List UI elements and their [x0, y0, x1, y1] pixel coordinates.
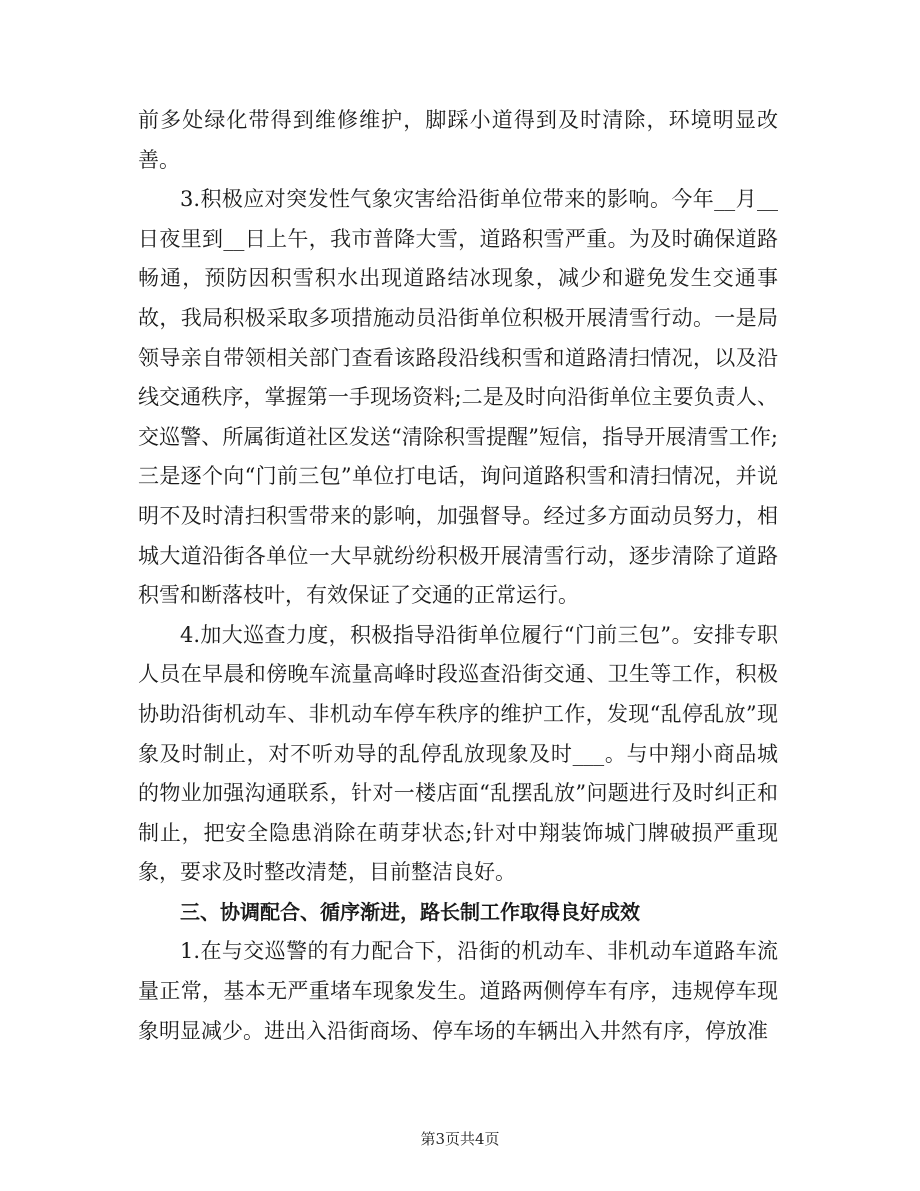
page-number-footer: 第3页共4页: [420, 1130, 500, 1148]
document-body: [138, 101, 778, 1051]
section-heading: 三、协调配合、循序渐进，路长制工作取得良好成效: [180, 899, 640, 924]
paragraph-2: 3.积极应对突发性气象灾害给沿街单位带来的影响。今年__月__日夜里到__日上午，我市普降大雪，道路积雪严重。为及时确保道路畅通，预防因积雪积水出现道路结冰现象，减少和避免发生交通事故，我局积极采取多项措施动员沿街单位积极开展清雪行动。一是局领导亲自带领相关部门查看该路段沿线积雪和道路清扫情况，以及沿线交通秩序，掌握第一手现场资料;二是及时向沿街单位主要负责人、交巡警、所属街道社区发送“清除积雪提醒”短信，指导开展清雪工作;三是逐个向“门前三包”单位打电话，询问道路积雪和清扫情况，并说明不及时清扫积雪带来的影响，加强督导。经过多方面动员努力，相城大道沿街各单位一大早就纷纷积极开展清雪行动，逐步清除了道路积雪和断落枝叶，有效保证了交通的正常运行。: [138, 187, 778, 608]
paragraph-4: 1.在与交巡警的有力配合下，沿街的机动车、非机动车道路车流量正常，基本无严重堵车现象发生。道路两侧停车有序，违规停车现象明显减少。进出入沿街商场、停车场的车辆出入井然有序，停放准: [138, 939, 778, 1043]
paragraph-3: 4.加大巡查力度，积极指导沿街单位履行“门前三包”。安排专职人员在早晨和傍晚车流量高峰时段巡查沿街交通、卫生等工作，积极协助沿街机动车、非机动车停车秩序的维护工作，发现“乱停乱放”现象及时制止，对不听劝导的乱停乱放现象及时___。与中翔小商品城的物业加强沟通联系，针对一楼店面“乱摆乱放”问题进行及时纠正和制止，把安全隐患消除在萌芽状态;针对中翔装饰城门牌破损严重现象，要求及时整改清楚，目前整洁良好。: [138, 622, 778, 885]
paragraph-1: 前多处绿化带得到维修维护，脚踩小道得到及时清除，环境明显改善。: [138, 108, 778, 172]
